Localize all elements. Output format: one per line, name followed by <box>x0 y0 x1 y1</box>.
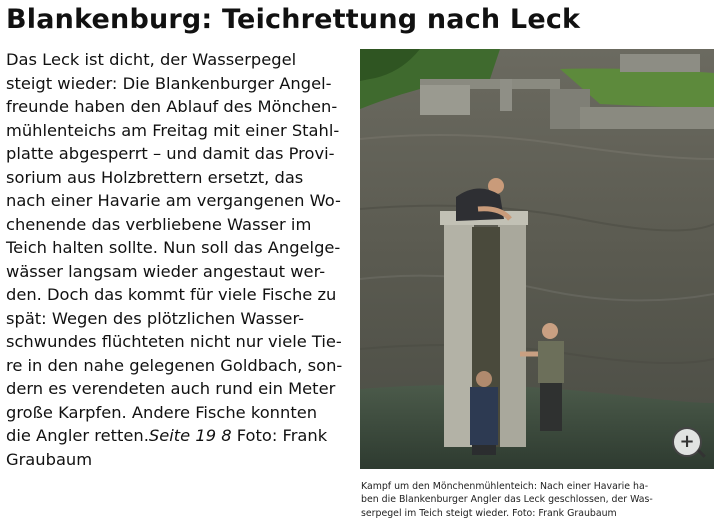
body-line: wässer langsam wieder angestaut wer- <box>6 261 326 281</box>
body-line: Teich halten sollte. Nun soll das Angelge- <box>6 238 341 257</box>
photo-caption <box>361 480 715 520</box>
body-line: platte abgesperrt – und damit das Provi- <box>6 144 335 163</box>
headline: Blankenburg: Teichrettung nach Leck <box>6 4 581 35</box>
body-line: mühlenteichs am Freitag mit einer Stahl- <box>6 120 340 140</box>
body-line: schwundes flüchteten nicht nur viele Tie- <box>6 332 342 351</box>
body-line: den. Doch das kommt für viele Fische zu <box>6 285 337 304</box>
body-line: spät: Wegen des plötzlichen Wasser- <box>6 308 304 328</box>
magnifier-plus-icon: + <box>679 431 695 452</box>
caption-line: Kampf um den Mönchenmühlenteich: Nach einer Havarie ha- <box>361 481 649 492</box>
caption-line: ben die Blankenburger Angler das Leck geschlossen, der Was- <box>361 494 653 506</box>
zoom-button[interactable] <box>672 427 702 457</box>
article-photo[interactable] <box>360 49 714 469</box>
body-line: chenende das verbliebene Wasser im <box>6 214 312 234</box>
photo-illustration <box>360 49 714 469</box>
body-line: nach einer Havarie am vergangenen Wo- <box>6 191 341 210</box>
body-line: Das Leck ist dicht, der Wasserpegel <box>6 50 297 69</box>
body-line: freunde haben den Ablauf des Mönchen- <box>6 97 338 116</box>
body-line: re in den nahe gelegenen Goldbach, son- <box>6 355 343 375</box>
body-line-final <box>6 424 346 448</box>
body-line-start: die Angler retten. <box>6 426 149 445</box>
article-body <box>6 48 346 471</box>
page-reference[interactable]: Seite 19 8 <box>148 426 232 445</box>
body-line: sorium aus Holzbrettern ersetzt, das <box>6 167 304 187</box>
body-line: dern es verendeten auch rund ein Meter <box>6 379 336 398</box>
caption-line: serpegel im Teich steigt wieder. Foto: Frank Graubaum <box>361 507 617 519</box>
photo-credit-a: Foto: Frank <box>231 426 328 445</box>
body-line: steigt wieder: Die Blankenburger Angel- <box>6 73 332 93</box>
photo-credit-b: Graubaum <box>6 449 93 469</box>
body-line: große Karpfen. Andere Fische konnten <box>6 402 318 422</box>
